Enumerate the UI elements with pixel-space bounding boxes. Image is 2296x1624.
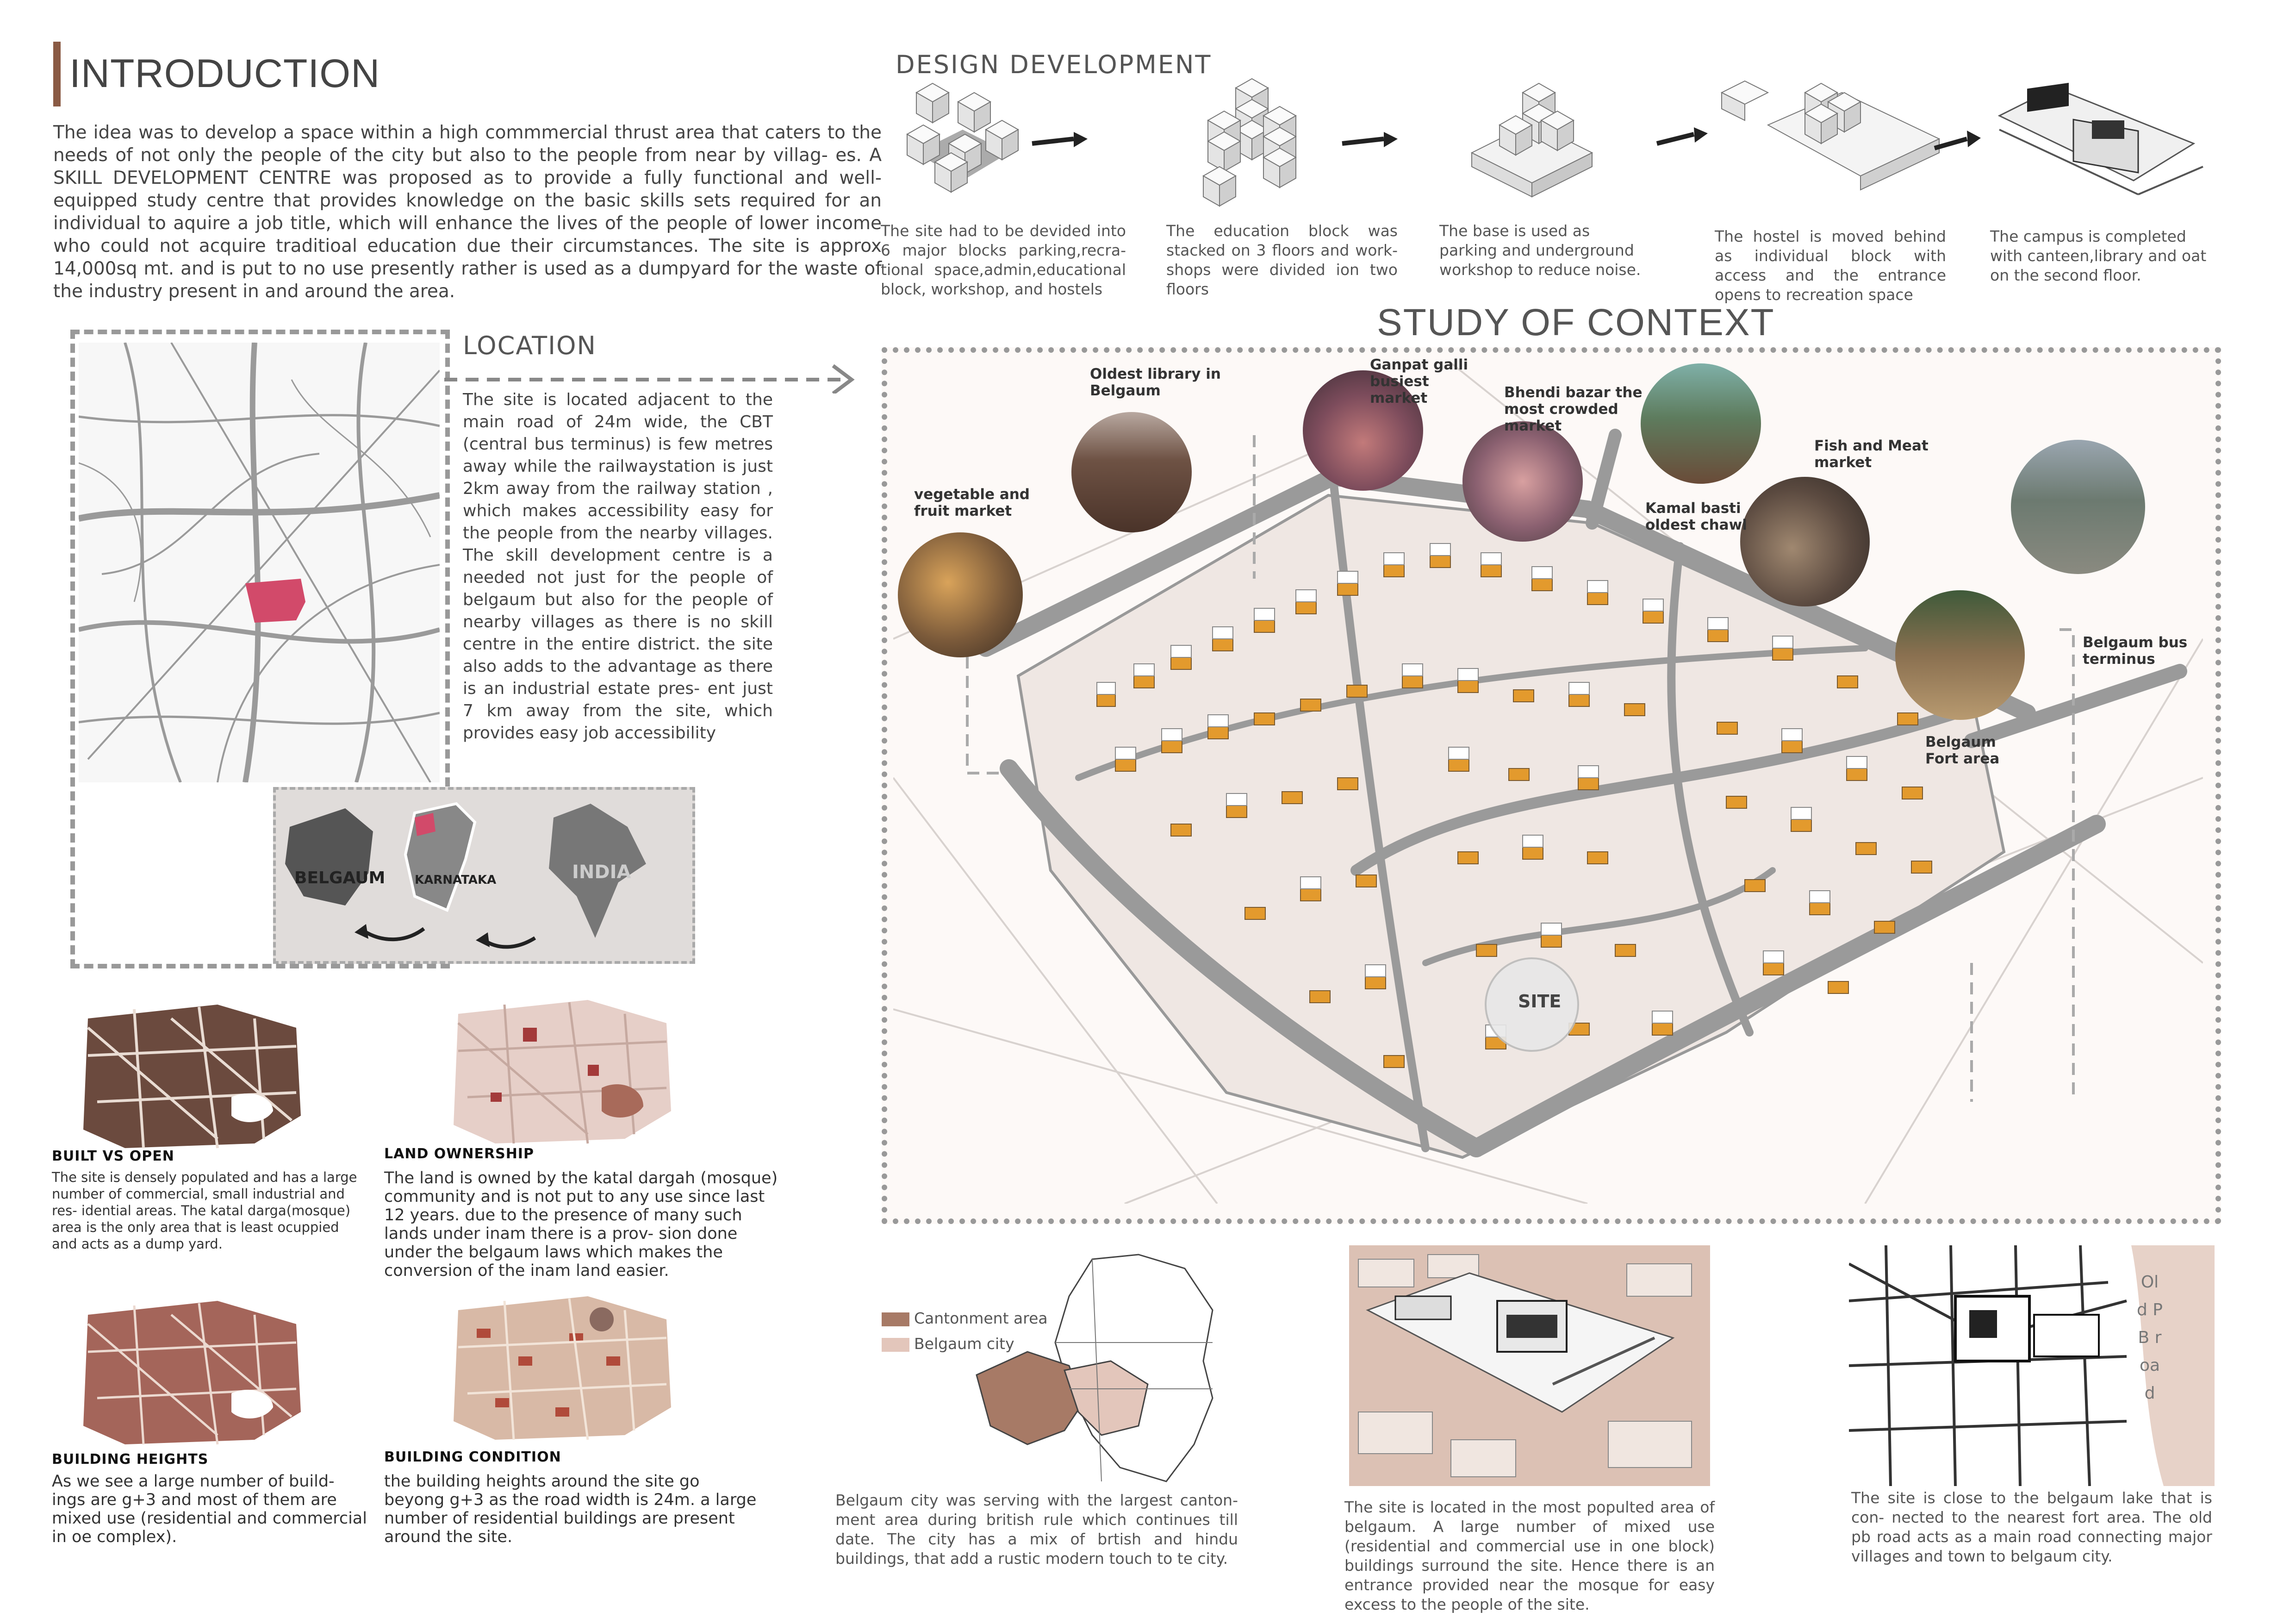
belgaum-label: BELGAUM	[294, 868, 386, 887]
building-condition-text: the building heights around the site go beyong g+3 as the road width is 24m. a large number of residential buildings are present around the site.	[384, 1472, 757, 1546]
india-label: INDIA	[572, 862, 631, 883]
oldest-library-label: Oldest library in Belgaum	[1090, 366, 1221, 399]
city-legend-swatch	[882, 1338, 909, 1352]
built-vs-open-title: BUILT VS OPEN	[52, 1148, 174, 1164]
building-heights-map	[79, 1296, 310, 1449]
building-condition-map	[449, 1292, 680, 1444]
design-step-4-caption: The hostel is moved behind as individual block with access and the entrance opens to recreation space	[1715, 227, 1946, 304]
oldest-library-photo	[1071, 412, 1192, 532]
design-development-title: DESIGN DEVELOPMENT	[896, 50, 1212, 79]
site-highlight	[245, 579, 305, 623]
belgaum-district-shape	[285, 808, 373, 906]
intro-title: INTRODUCTION	[69, 51, 380, 96]
design-step-2-caption: The education block was stacked on 3 floors and work- shops were divided ion two floors	[1166, 222, 1398, 298]
lake-context-text: The site is close to the belgaum lake that is con- nected to the nearest fort area. The old pb road acts as a main road connecting major villages and town to belgaum city.	[1851, 1489, 2212, 1565]
design-step-1-caption: The site had to be devided into 6 major blocks parking,recra- tional space,admin,educational block, workshop, and hostels	[881, 222, 1126, 298]
site-context-render	[1349, 1245, 1710, 1486]
fish-meat-label: Fish and Meat market	[1814, 437, 1929, 471]
bhendi-bazar-photo	[1462, 421, 1583, 542]
design-step-5-caption: The campus is completed with canteen,library and oat on the second floor.	[1990, 227, 2207, 284]
ganpat-galli-label: Ganpat galli busiest market	[1370, 356, 1468, 406]
cantonment-legend-swatch	[882, 1312, 909, 1326]
design-development-diagrams	[879, 74, 2221, 222]
bus-terminus-label: Belgaum bus terminus	[2083, 634, 2188, 668]
built-vs-open-text: The site is densely populated and has a large number of commercial, small industrial and res- idential areas. The katal darga(mosque) area is the only area that is least ocuppied and acts as a dump yard.	[52, 1169, 357, 1252]
fort-area-photo	[1895, 590, 2025, 720]
city-legend-label: Belgaum city	[914, 1335, 1014, 1353]
location-arrow	[444, 329, 870, 394]
location-title: LOCATION	[463, 331, 597, 360]
fort-area-label: Belgaum Fort area	[1925, 734, 2000, 767]
building-condition-title: BUILDING CONDITION	[384, 1449, 561, 1465]
land-ownership-title: LAND OWNERSHIP	[384, 1146, 534, 1162]
title-accent-bar	[53, 42, 61, 106]
step1-massing	[907, 83, 1018, 192]
step5-campus-render	[1999, 83, 2203, 194]
vegetable-market-label: vegetable and fruit market	[914, 486, 1030, 519]
intro-paragraph: The idea was to develop a space within a high commmercial thrust area that caters to the needs of not only the people of the city but also to the people from near by villag- es. A SKILL DEVELOPMENT CENTRE was proposed as to provide a fully functional and well- equipped study centre that provides knowledge on the basic skills sets required for an individual to aquire a job title, which will enhance the lives of the people of lower income who could not acquire traditioal education due their circumstances. The site is approx 14,000sq mt. and is put to no use presently rather is used as a dumpyard for the waste of the industry present in and around the area.	[53, 122, 882, 302]
location-paragraph: The site is located adjacent to the main road of 24m wide, the CBT (central bus terminus) is few metres away while the railwaystation is just 2km away from the railway station , which makes accessibility easy for the people from the nearby villages. The skill development centre is a needed not just for the people of belgaum but also for the people of nearby villages as there is no skill centre in the entire district. the site also adds to the advantage as there is an industrial estate pres- ent just 7 km away from the site, which provides easy job accessibility	[463, 390, 773, 743]
step2-massing	[1203, 79, 1296, 206]
step4-massing	[1722, 81, 1939, 190]
cantonment-legend-label: Cantonment area	[914, 1309, 1048, 1327]
district-block	[1018, 495, 2004, 1157]
belgaum-city-text: Belgaum city was serving with the largest canton- ment area during british rule which continues till date. The city has a mix of brtish and hindu buildings, that add a rustic modern touch to te city.	[835, 1491, 1238, 1568]
karnataka-label: KARNATAKA	[415, 873, 497, 887]
built-vs-open-map	[79, 1000, 310, 1153]
study-of-context-title: STUDY OF CONTEXT	[1377, 301, 1775, 344]
fish-meat-market-photo	[1740, 477, 1870, 606]
bhendi-bazar-label: Bhendi bazar the most crowded market	[1504, 384, 1643, 434]
vegetable-market-photo	[898, 532, 1023, 657]
step3-massing	[1472, 83, 1592, 197]
site-label: SITE	[1518, 991, 1562, 1012]
site-location-text: The site is located in the most populted area of belgaum. A large number of mixed use (residential and commercial use in one block) buildings surround the site. Hence there is an entrance provided near the mosque for easy excess to the people of the site.	[1344, 1498, 1715, 1613]
region-maps-inset	[273, 787, 695, 964]
design-step-3-caption: The base is used as parking and underground workshop to reduce noise.	[1439, 222, 1641, 279]
kamal-basti-photo	[1641, 363, 1761, 484]
city-map	[79, 343, 440, 782]
building-heights-title: BUILDING HEIGHTS	[52, 1451, 209, 1468]
land-ownership-text: The land is owned by the katal dargah (mosque) community and is not put to any use since last 12 years. due to the presence of many such lands under inam there is a prov- sion done under the belgaum laws which makes the conversion of the inam land easier.	[384, 1169, 778, 1280]
kamal-basti-label: Kamal basti oldest chawl	[1645, 500, 1747, 533]
old-pb-road-label: Old PB road	[2136, 1273, 2163, 1403]
building-heights-text: As we see a large number of build- ings are g+3 and most of them are mixed use (residential and commercial in oe complex).	[52, 1472, 367, 1546]
bus-terminus-photo	[2011, 440, 2145, 574]
belgaum-city-map	[972, 1250, 1231, 1491]
land-ownership-map	[449, 995, 680, 1148]
